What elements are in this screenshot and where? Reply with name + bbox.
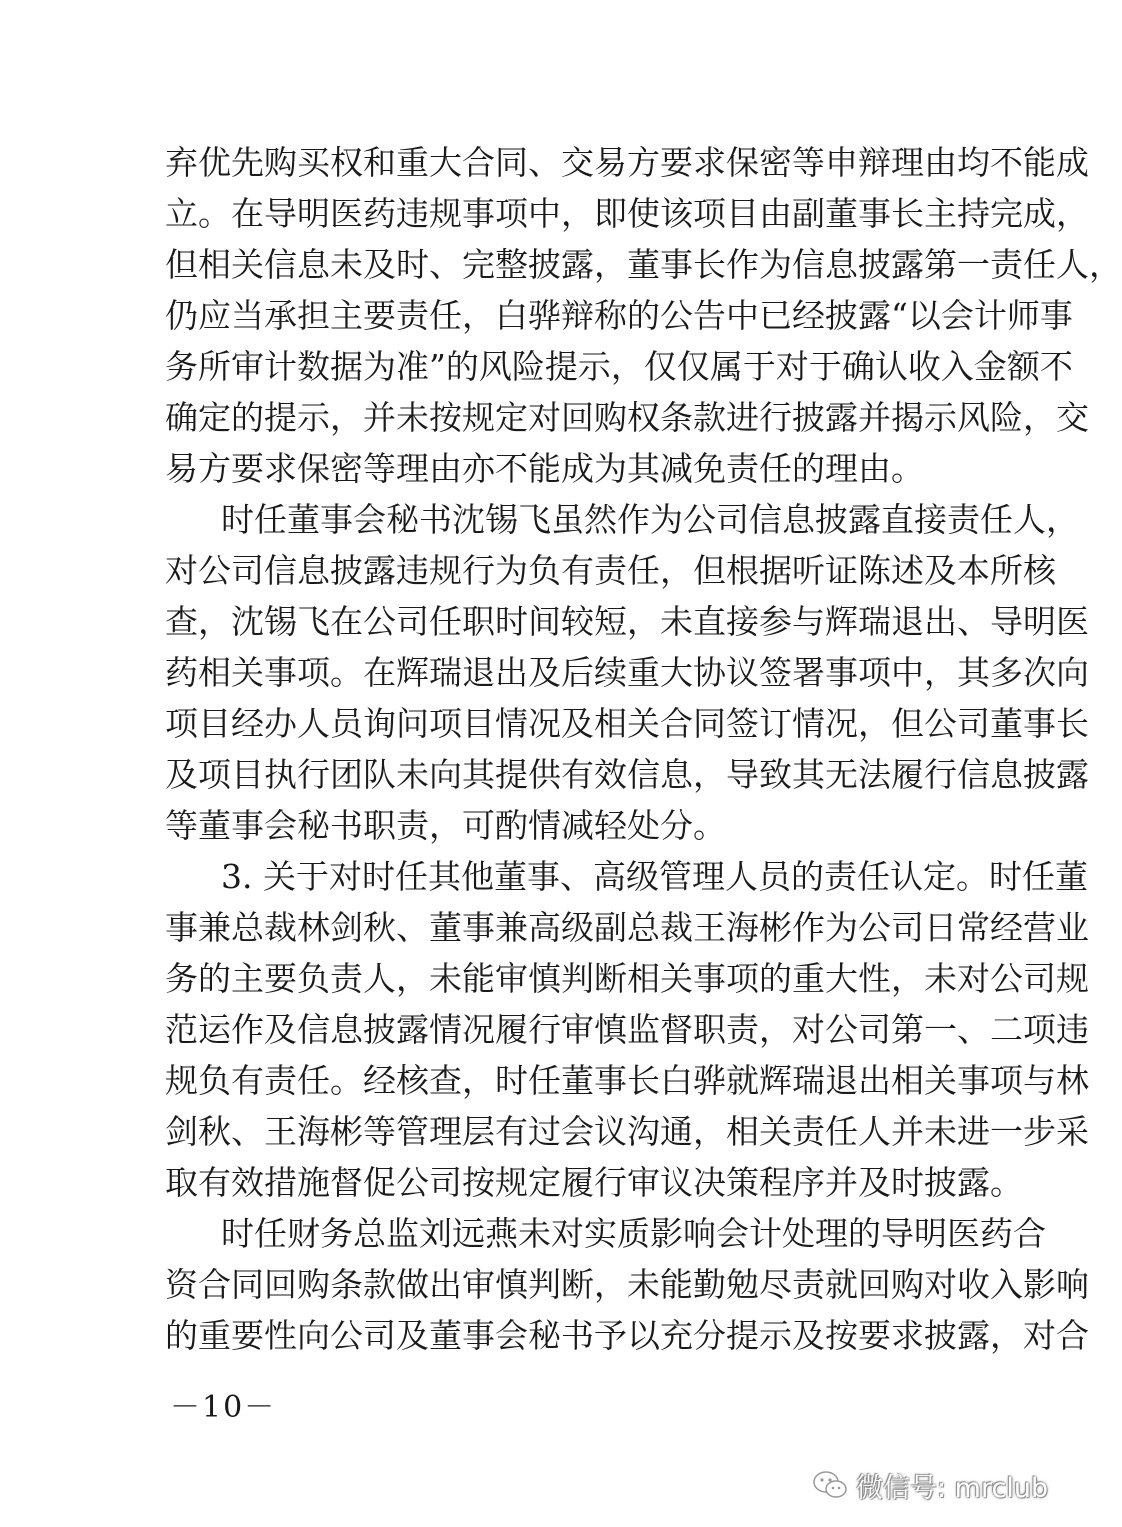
text-line: 药相关事项。在辉瑞退出及后续重大协议签署事项中，其多次向	[165, 653, 1089, 692]
watermark-text: 微信号: mrclub	[856, 1472, 1049, 1504]
text-line: 但相关信息未及时、完整披露，董事长作为信息披露第一责任人，	[165, 245, 1122, 284]
text-line: 及项目执行团队未向其提供有效信息，导致其无法履行信息披露	[165, 755, 1089, 794]
text-line: 资合同回购条款做出审慎判断，未能勤勉尽责就回购对收入影响	[165, 1265, 1089, 1304]
text-line: 易方要求保密等理由亦不能成为其减免责任的理由。	[165, 449, 924, 488]
text-line: 确定的提示，并未按规定对回购权条款进行披露并揭示风险，交	[165, 398, 1089, 437]
text-line: 务所审计数据为准”的风险提示，仅仅属于对于确认收入金额不	[165, 347, 1073, 386]
text-line: 等董事会秘书职责，可酌情减轻处分。	[165, 806, 726, 845]
page-number: －10－	[170, 1390, 277, 1425]
text-line: 的重要性向公司及董事会秘书予以充分提示及按要求披露，对合	[165, 1316, 1089, 1355]
text-line: 查，沈锡飞在公司任职时间较短，未直接参与辉瑞退出、导明医	[165, 602, 1089, 641]
text-line: 立。在导明医药违规事项中，即使该项目由副董事长主持完成，	[165, 194, 1089, 233]
text-line: 规负有责任。经核查，时任董事长白骅就辉瑞退出相关事项与林	[165, 1061, 1089, 1100]
text-line: 剑秋、王海彬等管理层有过会议沟通，相关责任人并未进一步采	[165, 1112, 1089, 1151]
text-line: 弃优先购买权和重大合同、交易方要求保密等申辩理由均不能成	[165, 143, 1089, 182]
text-line: 对公司信息披露违规行为负有责任，但根据听证陈述及本所核	[165, 551, 1056, 590]
watermark	[812, 1465, 1062, 1505]
text-line: 时任董事会秘书沈锡飞虽然作为公司信息披露直接责任人，	[221, 500, 1079, 539]
text-line: 3. 关于对时任其他董事、高级管理人员的责任认定。时任董	[221, 857, 1088, 896]
wechat-icon	[812, 1469, 848, 1501]
text-line: 时任财务总监刘远燕未对实质影响会计处理的导明医药合	[221, 1214, 1046, 1253]
text-line: 事兼总裁林剑秋、董事兼高级副总裁王海彬作为公司日常经营业	[165, 908, 1089, 947]
text-line: 务的主要负责人，未能审慎判断相关事项的重大性，未对公司规	[165, 959, 1089, 998]
text-line: 仍应当承担主要责任，白骅辩称的公告中已经披露“以会计师事	[165, 296, 1073, 335]
text-line: 项目经办人员询问项目情况及相关合同签订情况，但公司董事长	[165, 704, 1089, 743]
text-line: 范运作及信息披露情况履行审慎监督职责，对公司第一、二项违	[165, 1010, 1089, 1049]
text-line: 取有效措施督促公司按规定履行审议决策程序并及时披露。	[165, 1163, 1023, 1202]
